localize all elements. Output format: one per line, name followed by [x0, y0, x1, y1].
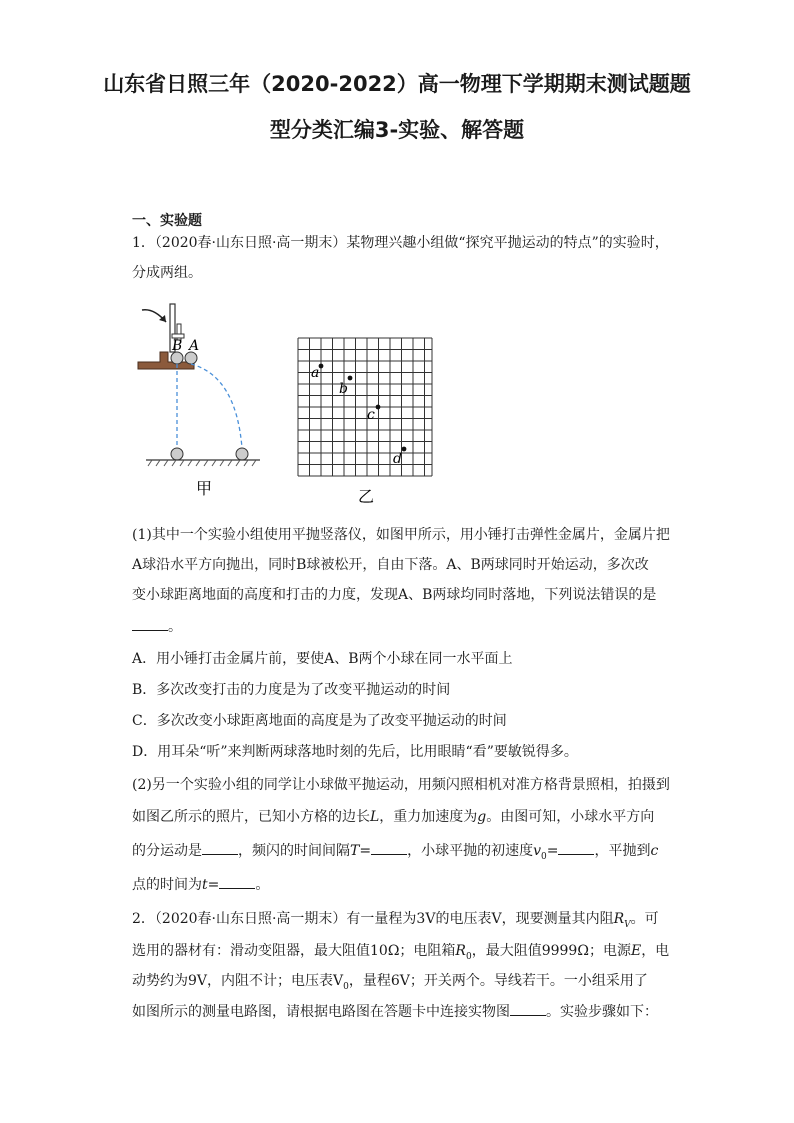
- option-b: B．多次改变打击的力度是为了改变平抛运动的时间: [132, 682, 451, 698]
- figure-yi: [296, 336, 436, 512]
- q1-p1-line-2: A球沿水平方向抛出，同时B球被松开，自由下落。A、B两球同时开始运动，多次改: [132, 557, 649, 573]
- caption-yi: 乙: [358, 487, 375, 506]
- title-line-2: 型分类汇编3-实验、解答题: [269, 118, 525, 142]
- projectile-path: [191, 364, 242, 448]
- q2-line-3: 动势约为9V，内阻不计；电压表$V_0$，量程6V；开关两个。导线若干。一小组采用了: [132, 973, 648, 992]
- answer-blank[interactable]: [219, 876, 255, 889]
- q2-line-1: 2．（2020春·山东日照·高一期末）有一量程为3V的电压表V，现要测量其内阻$R_V$。可: [132, 911, 659, 930]
- answer-blank[interactable]: [202, 842, 238, 855]
- label-d: d: [393, 451, 402, 467]
- q1-p1-line-4: 。: [132, 618, 672, 636]
- q1-p2-line-4: 点的时间为t= 。: [132, 877, 270, 893]
- figure-jia: [132, 296, 272, 506]
- label-A: A: [189, 338, 200, 354]
- section-heading: 一、实验题: [132, 213, 202, 229]
- q2-line-2: 选用的器材有：滑动变阻器，最大阻值10Ω；电阻箱$R_0$，最大阻值9999Ω；电源E，电: [132, 943, 670, 962]
- q2-line-4: 如图所示的测量电路图，请根据电路图在答题卡中连接实物图 。实验步骤如下：: [132, 1004, 658, 1020]
- answer-blank[interactable]: [510, 1003, 546, 1016]
- q1-p2-line-2: 如图乙所示的照片，已知小方格的边长L，重力加速度为g。由图可知，小球水平方向: [132, 809, 655, 825]
- q1-p2-line-1: (2)另一个实验小组的同学让小球做平抛运动，用频闪照相机对准方格背景照相，拍摄到: [132, 777, 670, 793]
- point-b: [348, 376, 353, 381]
- caption-jia: 甲: [196, 479, 213, 498]
- q1-p1-line-3: 变小球距离地面的高度和打击的力度，发现A、B两球均同时落地，下列说法错误的是: [132, 587, 657, 603]
- title-line-1: 山东省日照三年（2020-2022）高一物理下学期期末测试题题: [103, 72, 691, 96]
- label-b: b: [339, 381, 348, 397]
- q1-header: 1．（2020春·山东日照·高一期末）某物理兴趣小组做“探究平抛运动的特点”的实验时，: [132, 235, 669, 251]
- answer-blank[interactable]: [371, 842, 407, 855]
- option-a: A．用小锤打击金属片前，要使A、B两个小球在同一水平面上: [132, 651, 513, 667]
- q1-p2-line-3: 的分运动是 ，频闪的时间间隔T= ，小球平抛的初速度$v_0=$ ，平抛到c: [132, 843, 659, 862]
- option-c: C．多次改变小球距离地面的高度是为了改变平抛运动的时间: [132, 713, 507, 729]
- landed-ball-A: [236, 448, 248, 460]
- ground-hatch: [148, 460, 256, 466]
- answer-blank[interactable]: [132, 618, 168, 631]
- q1-p1-line-1: (1)其中一个实验小组使用平抛竖落仪，如图甲所示，用小锤打击弹性金属片，金属片把: [132, 527, 670, 543]
- label-c: c: [367, 407, 375, 423]
- answer-blank[interactable]: [558, 842, 594, 855]
- option-d: D．用耳朵“听”来判断两球落地时刻的先后，比用眼睛“看”要敏锐得多。: [132, 744, 578, 760]
- landed-ball-B: [171, 448, 183, 460]
- label-B: B: [172, 338, 183, 354]
- label-a: a: [311, 365, 320, 381]
- point-c: [376, 405, 381, 410]
- q1-header-2: 分成两组。: [132, 265, 202, 281]
- grid: [298, 338, 432, 476]
- point-d: [402, 447, 407, 452]
